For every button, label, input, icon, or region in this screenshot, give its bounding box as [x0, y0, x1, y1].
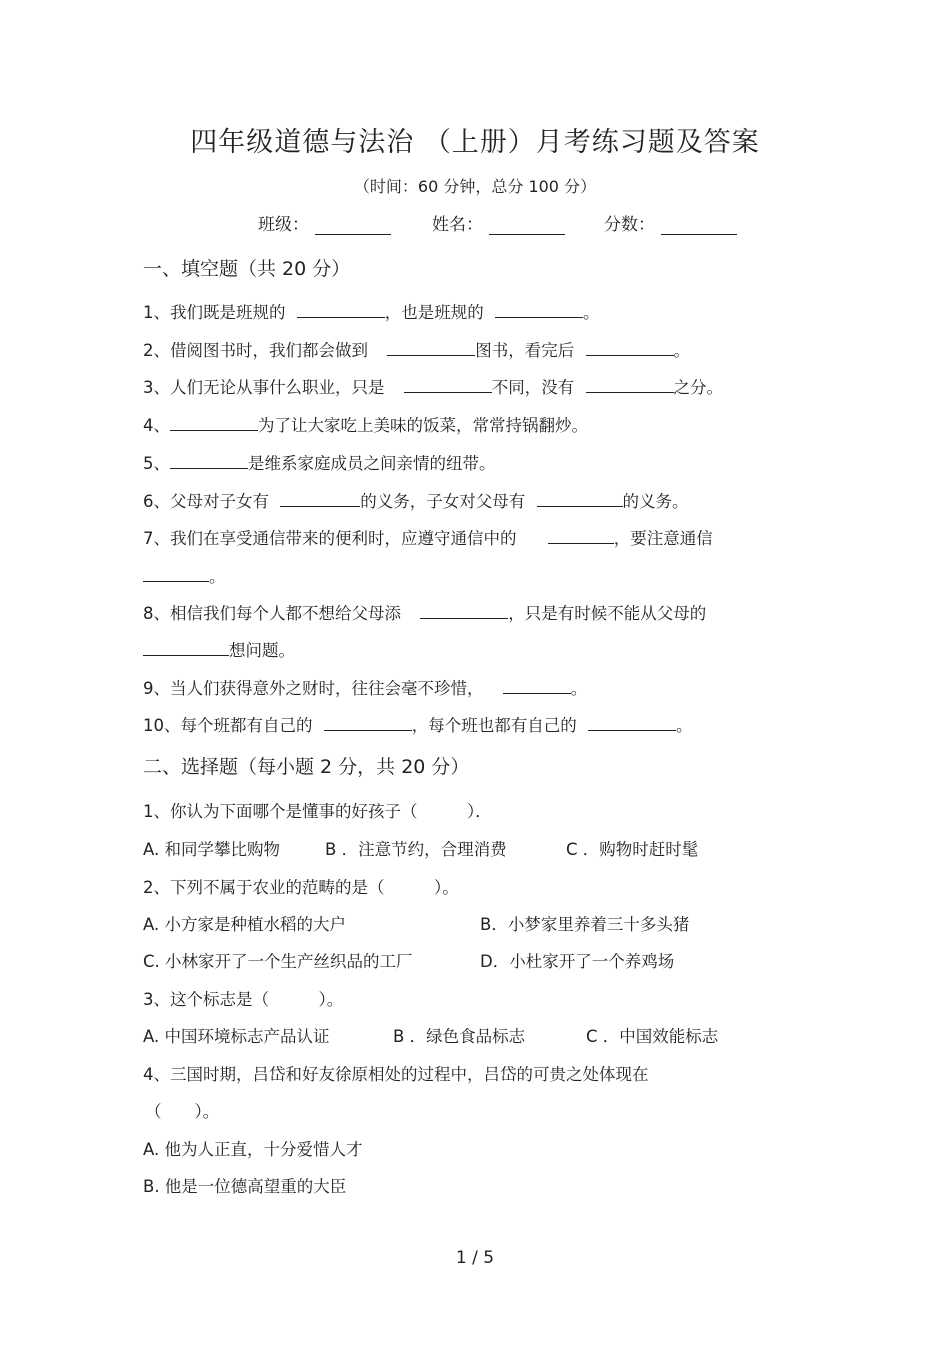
choice-question-2: 2、下列不属于农业的范畴的是（ ）。: [143, 878, 459, 897]
answer-blank[interactable]: [297, 303, 385, 318]
class-field: [258, 210, 391, 235]
answer-blank[interactable]: [503, 679, 571, 694]
section-heading-choice: 二、选择题（每小题 2 分，共 20 分）: [143, 756, 470, 778]
answer-blank[interactable]: [586, 341, 674, 356]
option-d[interactable]: D．小杜家开了一个养鸡场: [480, 952, 675, 971]
answer-blank[interactable]: [280, 492, 360, 507]
question-3: 3、人们无论从事什么职业，只是 不同，没有 之分。: [143, 378, 723, 397]
score-blank[interactable]: [661, 216, 737, 235]
option-c[interactable]: C ．中国效能标志: [586, 1027, 719, 1046]
choice-question-4: 4、三国时期，吕岱和好友徐原相处的过程中，吕岱的可贵之处体现在: [143, 1065, 649, 1084]
option-c[interactable]: C. 小林家开了一个生产丝织品的工厂: [143, 952, 413, 971]
question-7: 7、我们在享受通信带来的便利时，应遵守通信中的 ，要注意通信: [143, 529, 713, 548]
score-label: 分数：: [604, 215, 655, 235]
page-title: 四年级道德与法治 （上册）月考练习题及答案: [190, 127, 760, 158]
name-label: 姓名：: [432, 215, 483, 235]
question-9: 9、当人们获得意外之财时，往往会毫不珍惜， 。: [143, 679, 588, 698]
page-number: 1 / 5: [455, 1248, 495, 1268]
choice-question-4-blank: （ ）。: [145, 1102, 220, 1121]
class-label: 班级：: [258, 215, 309, 235]
answer-blank[interactable]: [387, 341, 475, 356]
question-8-cont: 想问题。: [143, 637, 295, 661]
answer-blank[interactable]: [404, 378, 492, 393]
answer-blank[interactable]: [170, 454, 248, 469]
class-blank[interactable]: [315, 216, 391, 235]
answer-blank[interactable]: [143, 567, 209, 582]
answer-blank[interactable]: [548, 529, 614, 544]
option-b[interactable]: B．小梦家里养着三十多头猪: [480, 915, 690, 934]
question-6: 6、父母对子女有 的义务，子女对父母有 的义务。: [143, 492, 689, 511]
question-2: 2、借阅图书时，我们都会做到 图书，看完后 。: [143, 341, 690, 360]
question-10: 10、每个班都有自己的 ，每个班也都有自己的 。: [143, 716, 693, 735]
option-b[interactable]: B ．注意节约，合理消费: [325, 840, 507, 859]
option-a[interactable]: A. 和同学攀比购物: [143, 840, 280, 859]
exam-info: （时间：60 分钟，总分 100 分）: [353, 177, 597, 196]
score-field: [604, 210, 737, 235]
name-blank[interactable]: [489, 216, 565, 235]
choice-question-1: 1、你认为下面哪个是懂事的好孩子（ ）．: [143, 802, 492, 821]
question-7-cont: 。: [143, 563, 226, 587]
answer-blank[interactable]: [586, 378, 674, 393]
question-5: 5、 是维系家庭成员之间亲情的纽带。: [143, 454, 496, 473]
name-field: [432, 210, 565, 235]
option-b[interactable]: B. 他是一位德高望重的大臣: [143, 1177, 347, 1196]
option-a[interactable]: A. 小方家是种植水稻的大户: [143, 915, 346, 934]
option-c[interactable]: C ．购物时赶时髦: [566, 840, 699, 859]
choice-question-3: 3、这个标志是（ ）。: [143, 990, 344, 1009]
answer-blank[interactable]: [170, 416, 258, 431]
question-8: 8、相信我们每个人都不想给父母添 ，只是有时候不能从父母的: [143, 604, 707, 623]
answer-blank[interactable]: [495, 303, 583, 318]
question-4: 4、 为了让大家吃上美味的饭菜，常常持锅翻炒。: [143, 416, 588, 435]
section-heading-fill: 一、填空题（共 20 分）: [143, 258, 351, 280]
answer-blank[interactable]: [324, 716, 412, 731]
answer-blank[interactable]: [143, 641, 229, 656]
option-a[interactable]: A. 中国环境标志产品认证: [143, 1027, 330, 1046]
option-b[interactable]: B ．绿色食品标志: [393, 1027, 526, 1046]
answer-blank[interactable]: [537, 492, 623, 507]
question-1: 1、我们既是班规的 ，也是班规的 。: [143, 303, 600, 322]
answer-blank[interactable]: [588, 716, 676, 731]
option-a[interactable]: A. 他为人正直，十分爱惜人才: [143, 1140, 363, 1159]
answer-blank[interactable]: [420, 604, 508, 619]
